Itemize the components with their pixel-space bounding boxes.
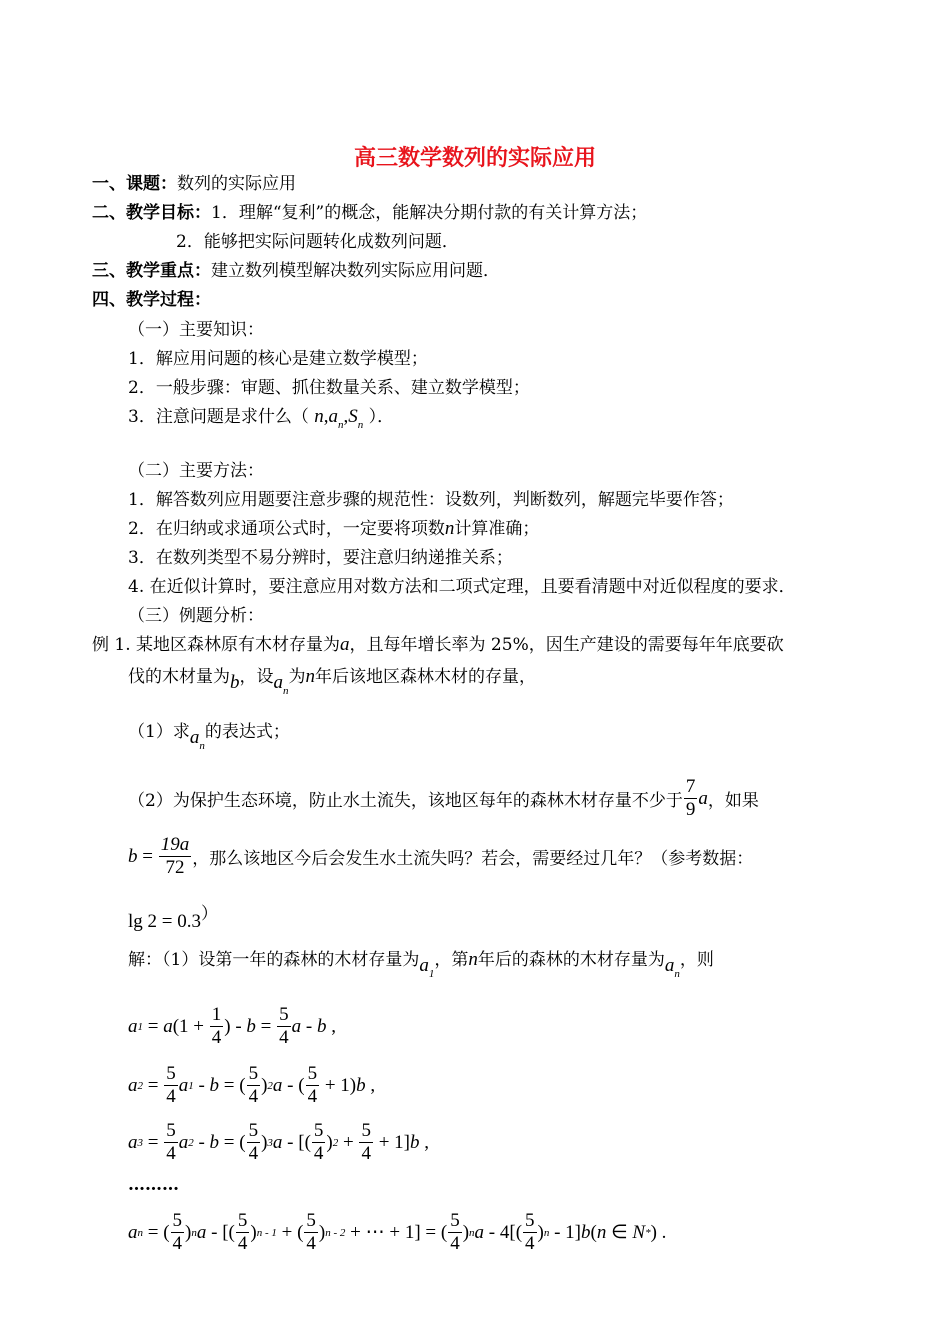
text-fragment: 3．注意问题是求什么（	[128, 407, 309, 427]
text-fragment: 年后的森林的木材存量为	[477, 950, 665, 970]
math-subscript: 3	[137, 1136, 143, 1149]
question-2	[128, 776, 759, 821]
equation-a3: a 3 = $\frac{5}{4}$ a 2 - b = ( $\frac{5}{4}$ ) 3 a - [( $\frac{5}{4}$ ) 2 + $\frac{5}{4}$ + 1] b ,	[128, 1120, 429, 1164]
math-n: n	[444, 518, 455, 539]
denominator: 4	[237, 1233, 248, 1254]
numerator: 5	[307, 1063, 318, 1084]
math-subscript: 1	[428, 968, 435, 980]
question-2-cont: b = $\frac{19a}{72}$ ，那么该地区今后会发生水土流失吗？若会，需要经过几年？（参考数据：	[128, 834, 754, 878]
denominator: 4	[211, 1027, 222, 1048]
text-fragment: ，那么该地区今后会发生水土流失吗？若会，需要经过几年？（参考数据：	[192, 849, 754, 869]
section-focus	[92, 259, 500, 283]
section-text: 数列的实际应用	[177, 174, 296, 194]
example-line-1	[92, 633, 784, 657]
math-a: a	[474, 1221, 485, 1243]
math-b: b	[128, 845, 138, 867]
goal-1: 1．理解“复利”的概念，能解决分期付款的有关计算方法；	[211, 203, 648, 223]
text-fragment: 2．在归纳或求通项公式时，一定要将项数	[128, 519, 445, 539]
text-fragment: ，第	[434, 950, 469, 970]
numerator: 5	[450, 1210, 460, 1231]
math-a: a	[178, 1131, 189, 1153]
math-a: a	[128, 1074, 138, 1096]
math-lg: lg 2 = 0.3	[128, 911, 201, 932]
numerator: 5	[361, 1120, 371, 1141]
denominator: 4	[248, 1086, 259, 1107]
text-fragment: 例 1. 某地区森林原有木材存量为	[92, 635, 341, 655]
example-line-2	[128, 665, 536, 703]
math-n: n	[305, 666, 315, 687]
denominator: 9	[685, 799, 696, 820]
math-subscript: 1	[188, 1079, 194, 1092]
examples-heading: （三）例题分析：	[128, 606, 264, 626]
fraction	[247, 1120, 261, 1165]
math-N: N	[632, 1221, 646, 1243]
denominator: 4	[313, 1143, 324, 1164]
math-superscript: n	[543, 1226, 550, 1239]
text-fragment: 的表达式；	[204, 722, 290, 742]
math-superscript: *	[645, 1226, 651, 1239]
numerator: 1	[211, 1004, 222, 1025]
section-label: 二、教学目标：	[92, 203, 211, 223]
math-b: b	[410, 1131, 420, 1153]
math-superscript: n - 2	[325, 1226, 346, 1239]
fraction	[210, 1004, 224, 1049]
math-b: b	[356, 1074, 366, 1096]
numerator: 19a	[160, 834, 190, 855]
numerator: 5	[166, 1063, 176, 1084]
math-superscript: 2	[332, 1136, 339, 1149]
math-a: a	[272, 1131, 283, 1153]
knowledge-item-1: 1．解应用问题的核心是建立数学模型；	[128, 349, 428, 369]
denominator: 4	[248, 1143, 259, 1164]
math-subscript: 1	[137, 1020, 143, 1033]
math-a: a	[128, 1221, 138, 1243]
math-subscript: 2	[188, 1136, 194, 1149]
fraction	[312, 1120, 326, 1165]
math-n: n	[468, 949, 478, 970]
knowledge-item-3: 3．注意问题是求什么（ $n,a_n,S_n$ ）．	[128, 406, 395, 431]
denominator: 4	[307, 1086, 318, 1107]
numerator: 5	[248, 1063, 259, 1084]
fraction	[684, 776, 698, 821]
text-fragment: 为	[288, 667, 306, 687]
fraction	[236, 1210, 250, 1255]
denominator: 72	[165, 857, 185, 878]
section-process: 四、教学过程：	[92, 290, 211, 310]
fraction	[304, 1210, 318, 1255]
fraction	[247, 1063, 261, 1108]
reference-data	[128, 902, 218, 934]
math-superscript: n - 1	[256, 1226, 277, 1239]
ellipsis: ………	[128, 1175, 179, 1195]
text-fragment: （1）求	[128, 722, 190, 742]
math-a: a	[128, 1131, 138, 1153]
method-item-2	[128, 517, 539, 541]
math-b: b	[316, 1015, 327, 1037]
equation-a2: a 2 = $\frac{5}{4}$ a 1 - b = ( $\frac{5}{4}$ ) 2 a - ( $\frac{5}{4}$ + 1) b ,	[128, 1063, 376, 1107]
fraction	[171, 1210, 185, 1255]
knowledge-item-2: 2．一般步骤：审题、抓住数量关系、建立数学模型；	[128, 378, 530, 398]
math-b: b	[581, 1221, 591, 1243]
numerator: 5	[306, 1210, 316, 1231]
method-item-4: 4. 在近似计算时，要注意应用对数方法和二项式定理，且要看清题中对近似程度的要求．	[128, 577, 796, 597]
text-fragment: 伐的木材量为	[128, 667, 230, 687]
fraction	[277, 1004, 291, 1049]
denominator: 4	[525, 1233, 535, 1254]
text-fragment: ，则	[679, 950, 714, 970]
section-goals	[92, 201, 647, 225]
math-a: a	[273, 672, 283, 693]
solution-intro	[128, 948, 714, 986]
math-a: a	[163, 1015, 173, 1037]
denominator: 4	[306, 1233, 316, 1254]
math-b: b	[246, 1015, 256, 1037]
math-superscript: n	[191, 1226, 197, 1239]
math-superscript: n	[469, 1226, 475, 1239]
fraction	[159, 834, 192, 879]
denominator: 4	[361, 1143, 371, 1164]
text-fragment: ，且每年增长率为 25%，因生产建设的需要每年年底要砍	[349, 635, 784, 655]
math-subscript: n	[357, 419, 364, 431]
numerator: 5	[279, 1004, 289, 1025]
math-a: a	[664, 955, 675, 976]
fraction	[523, 1210, 537, 1255]
math-a: a	[189, 727, 200, 748]
math-b: b	[230, 672, 240, 693]
math-subscript: 2	[137, 1079, 143, 1092]
denominator: 4	[166, 1086, 176, 1107]
math-b: b	[209, 1074, 220, 1096]
denominator: 4	[450, 1233, 460, 1254]
math-a: a	[328, 406, 338, 427]
denominator: 4	[172, 1233, 183, 1254]
numerator: 5	[313, 1120, 324, 1141]
fraction	[164, 1063, 178, 1108]
math-a: a	[178, 1074, 189, 1096]
numerator: 5	[525, 1210, 535, 1231]
knowledge-heading: （一）主要知识：	[128, 320, 264, 340]
text-fragment: （2）为保护生态环境，防止水土流失，该地区每年的森林木材存量不少于	[128, 791, 683, 811]
text-fragment: 解：（1）设第一年的森林的木材存量为	[128, 950, 420, 970]
goal-2: 2．能够把实际问题转化成数列问题．	[176, 232, 459, 252]
section-label: 三、教学重点：	[92, 261, 211, 281]
numerator: 5	[172, 1210, 183, 1231]
equation-a1: a 1 = a (1 + $\frac{1}{4}$ ) - b = $\frac{5}{4}$ a - b ,	[128, 1004, 336, 1048]
math-n: n	[596, 1221, 607, 1243]
fraction	[359, 1120, 373, 1165]
math-a: a	[419, 955, 429, 976]
text-fragment: ）	[201, 904, 218, 924]
math-a: a	[272, 1074, 283, 1096]
section-topic	[92, 172, 296, 196]
equation-an: a n = ( $\frac{5}{4}$ ) n a - [( $\frac{5}{4}$ ) n - 1 + ( $\frac{5}{4}$ ) n - 2 + ⋯ + 1] = ( $\frac{5}{4}$ ) n a - 4[( $\frac{5}{4}$ ) n - 1] b ( n ∈ N * ) .	[128, 1210, 667, 1254]
math-S: S	[348, 406, 358, 427]
numerator: 7	[685, 776, 696, 797]
denominator: 4	[279, 1027, 289, 1048]
math-a: a	[340, 634, 350, 655]
fraction	[306, 1063, 320, 1108]
math-subscript: n	[199, 740, 205, 752]
text-fragment: 年后该地区森林木材的存量，	[315, 667, 536, 687]
math-a: a	[698, 787, 708, 809]
math-subscript: n	[283, 685, 289, 697]
denominator: 4	[166, 1143, 176, 1164]
page-title: 高三数学数列的实际应用	[353, 146, 596, 171]
math-superscript: 2	[267, 1079, 273, 1092]
text-fragment: ）．	[368, 407, 395, 427]
text-fragment: 计算准确；	[454, 519, 540, 539]
math-a: a	[291, 1015, 302, 1037]
text-fragment: ，如果	[707, 791, 759, 811]
text-fragment: ，设	[239, 667, 274, 687]
methods-heading: （二）主要方法：	[128, 461, 264, 481]
fraction	[164, 1120, 178, 1165]
math-a: a	[196, 1221, 207, 1243]
numerator: 5	[248, 1120, 259, 1141]
question-1	[128, 720, 290, 758]
numerator: 5	[237, 1210, 248, 1231]
math-subscript: n	[137, 1226, 143, 1239]
math-superscript: 3	[267, 1136, 273, 1149]
section-label: 一、课题：	[92, 174, 177, 194]
math-subscript: n	[337, 419, 344, 431]
numerator: 5	[166, 1120, 176, 1141]
math-a: a	[128, 1015, 138, 1037]
fraction	[448, 1210, 462, 1255]
math-b: b	[209, 1131, 220, 1153]
method-item-1: 1．解答数列应用题要注意步骤的规范性：设数列，判断数列，解题完毕要作答；	[128, 490, 734, 510]
section-text: 建立数列模型解决数列实际应用问题．	[211, 261, 500, 281]
math-n: n	[314, 406, 324, 427]
method-item-3: 3．在数列类型不易分辨时，要注意归纳递推关系；	[128, 548, 513, 568]
math-subscript: n	[674, 968, 680, 980]
